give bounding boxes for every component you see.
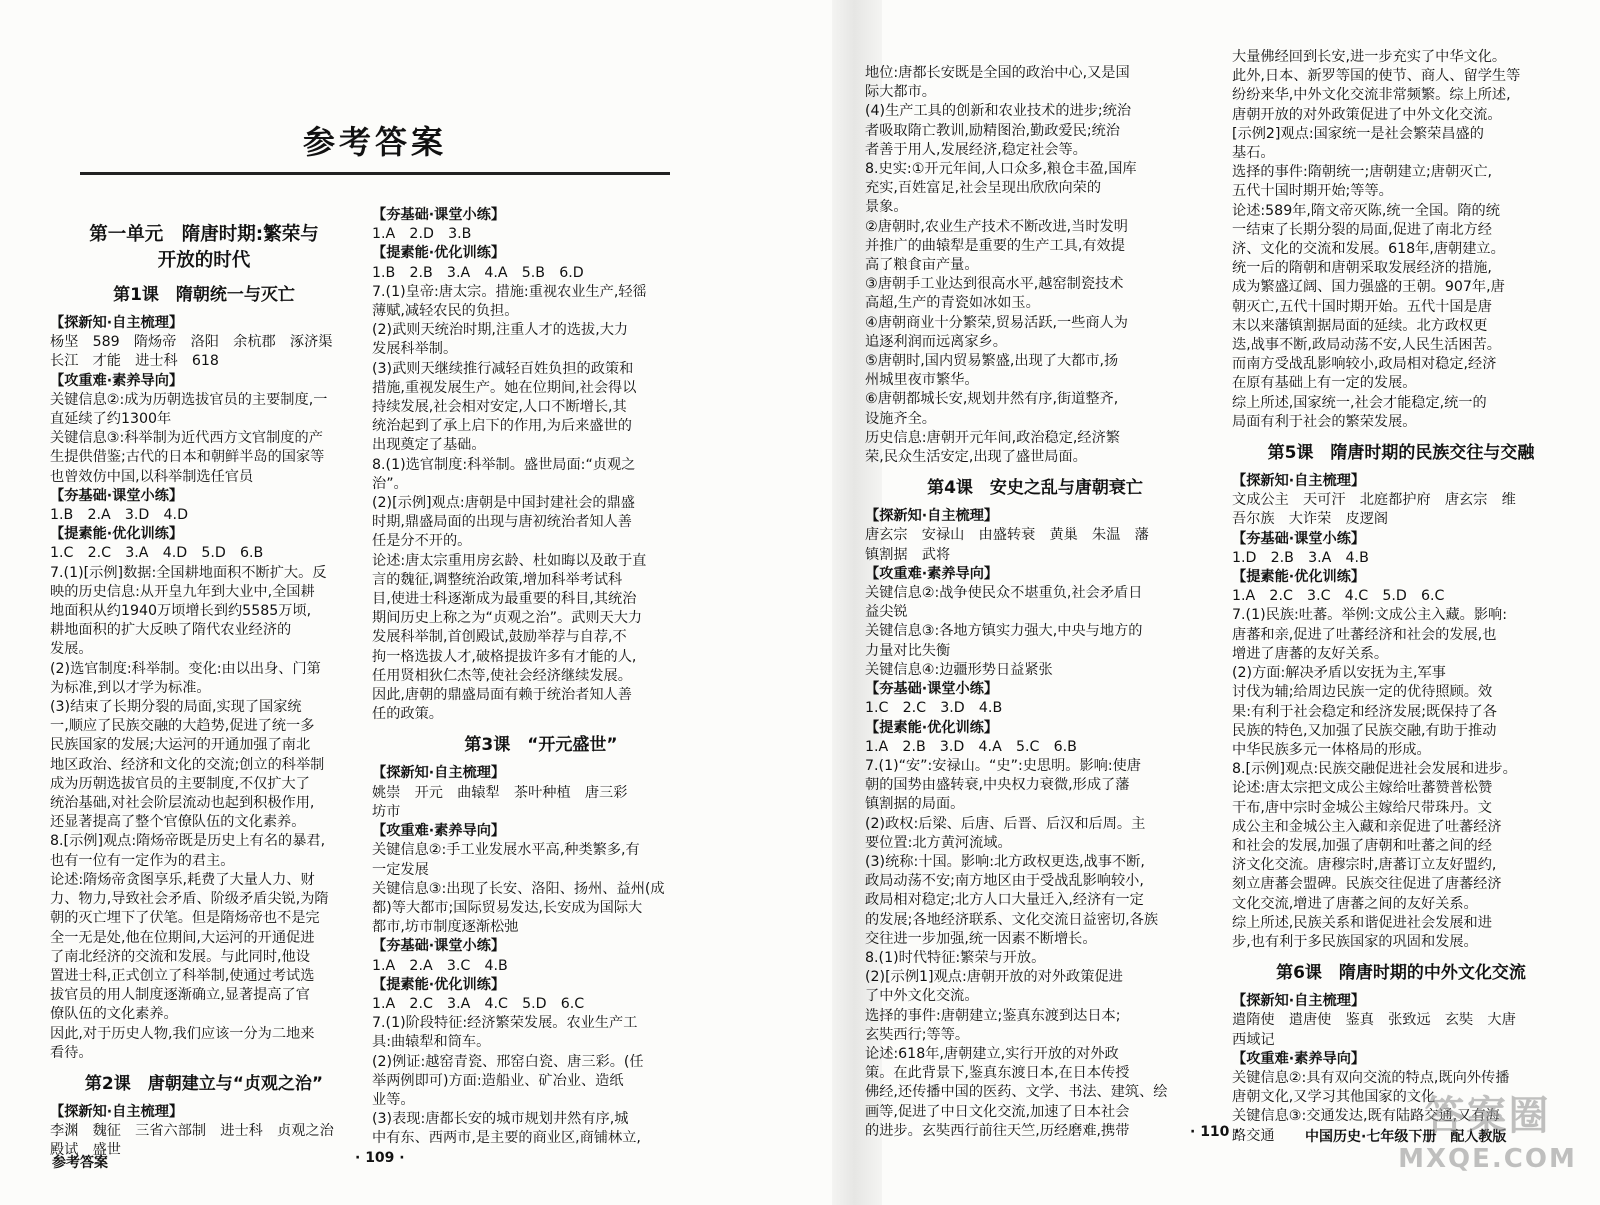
lesson-3-continued [865, 64, 1205, 467]
text-line: 干布,唐中宗时金城公主嫁给尺带珠丹。文 [1232, 799, 1492, 816]
text-line: 任是分不开的。 [372, 533, 472, 550]
footer-left-label: 参考答案 [52, 1155, 108, 1171]
text-line: 而南方受战乱影响较小,政局相对稳定,经济 [1232, 356, 1497, 373]
text-line: 果:有利于社会稳定和经济发展;既保持了各 [1232, 703, 1497, 720]
text-line: 为标准,到以才学为标准。 [50, 679, 211, 696]
text-line: 统一后的隋朝和唐朝采取发展经济的措施, [1232, 260, 1492, 277]
text-line: 出现奠定了基础。 [372, 437, 486, 454]
text-line: 地面积从约1940万顷增长到约5585万顷, [50, 603, 312, 620]
text-line: 要位置:北方黄河流域。 [865, 834, 1012, 851]
text-line: 唐玄宗 安禄山 由盛转衰 黄巢 朱温 藩 [865, 527, 1149, 544]
lesson-1-body [50, 314, 358, 1063]
lesson-3-title: 第3课 “开元盛世” [464, 735, 618, 756]
text-line: 路交通 [1232, 1127, 1275, 1144]
text-line: 刻立唐蕃会盟碑。民族交往促进了唐蕃经济 [1232, 876, 1502, 893]
text-line: 此外,日本、新罗等国的使节、商人、留学生等 [1232, 68, 1521, 85]
text-line: 因此,唐朝的鼎盛局面有赖于统治者知人善 [372, 687, 632, 704]
text-line: 8.[示例]观点:民族交融促进社会发展和进步。 [1232, 761, 1517, 778]
text-line: 吾尔族 大诈荣 皮逻阁 [1232, 511, 1389, 528]
title-rule [80, 172, 670, 175]
text-line: 置进士科,正式创立了科举制,使通过考试选 [50, 967, 315, 984]
lesson-1-title: 第1课 隋朝统一与灭亡 [113, 285, 295, 305]
text-line: 7.(1)[示例]数据:全国耕地面积不断扩大。反 [50, 564, 327, 581]
text-line: 选择的事件:唐朝建立;鉴真东渡到达日本; [865, 1007, 1121, 1024]
text-line: 【提素能·优化训练】 [372, 245, 506, 262]
text-line: 设施齐全。 [865, 410, 936, 427]
column-3 [865, 64, 1205, 1141]
text-line: 发展科举制。 [372, 341, 458, 358]
text-line: 成为繁盛辽阔、国力强盛的王朝。907年,唐 [1232, 279, 1505, 296]
text-line: 民族国家的发展;大运河的开通加强了南北 [50, 737, 311, 754]
watermark-bottom: MXQE.COM [1398, 1144, 1577, 1174]
unit-title-line-1: 第一单元 隋唐时期:繁荣与 [89, 224, 319, 245]
text-line: ④唐朝商业十分繁荣,贸易活跃,一些商人为 [865, 314, 1128, 331]
text-line: 7.(1)皇帝:唐太宗。措施:重视农业生产,轻徭 [372, 283, 647, 300]
text-line: (3)统称:十国。影响:北方政权更迭,战事不断, [865, 853, 1145, 870]
text-line: 际大都市。 [865, 84, 936, 101]
text-line: 1.D 2.B 3.A 4.B [1232, 549, 1369, 566]
text-line: 拘一格选拔人才,破格提拔许多有才能的人, [372, 648, 637, 665]
text-line: 地区政治、经济和文化的交流;创立的科举制 [50, 756, 325, 773]
text-line: 姚崇 开元 曲辕犁 茶叶种植 唐三彩 [372, 784, 628, 801]
text-line: 7.(1)阶段特征:经济繁荣发展。农业生产工 [372, 1015, 638, 1032]
text-line: 【夯基础·课堂小练】 [50, 487, 184, 504]
text-line: 【探新知·自主梳理】 [372, 765, 506, 782]
lesson-5-body [1232, 472, 1570, 952]
text-line: 高超,生产的青瓷如冰如玉。 [865, 295, 1040, 312]
text-line: 1.A 2.C 3.A 4.C 5.D 6.C [372, 995, 585, 1012]
text-line: 基石。 [1232, 145, 1275, 162]
text-line: 【探新知·自主梳理】 [50, 1103, 184, 1120]
text-line: 成为历朝选拔官员的主要制度,不仅扩大了 [50, 775, 310, 792]
text-line: 1.A 2.A 3.C 4.B [372, 957, 508, 974]
text-line: 【攻重难·素养导向】 [1232, 1050, 1366, 1067]
text-line: 西域记 [1232, 1031, 1275, 1048]
text-line: 因此,对于历史人物,我们应该一分为二地来 [50, 1025, 315, 1042]
text-line: (2)例证:越窑青瓷、邢窑白瓷、唐三彩。(任 [372, 1053, 644, 1070]
text-line: (3)结束了长期分裂的局面,实现了国家统 [50, 699, 302, 716]
text-line: 纷纷来华,中外文化交流非常频繁。综上所述, [1232, 87, 1511, 104]
text-line: (2)[示例1]观点:唐朝开放的对外政策促进 [865, 969, 1123, 986]
lesson-6-title: 第6课 隋唐时期的中外文化交流 [1276, 963, 1526, 984]
text-line: 措施,重视发展生产。她在位期间,社会得以 [372, 379, 637, 396]
text-line: (2)选官制度:科举制。变化:由以出身、门第 [50, 660, 321, 677]
text-line: 看待。 [50, 1044, 93, 1061]
text-line: 高了粮食亩产量。 [865, 257, 979, 274]
text-line: 全一无是处,他在位期间,大运河的开通促进 [50, 929, 315, 946]
text-line: 者吸取隋亡教训,励精图治,勤政爱民;统治 [865, 122, 1120, 139]
text-line: 长江 才能 进士科 618 [50, 353, 219, 370]
text-line: 1.B 2.B 3.A 4.A 5.B 6.D [372, 264, 584, 281]
text-line: 1.C 2.C 3.D 4.B [865, 700, 1003, 717]
text-line: 李渊 魏征 三省六部制 进士科 贞观之治 [50, 1123, 334, 1140]
text-line: 坊市 [372, 803, 401, 820]
text-line: ②唐朝时,农业生产技术不断改进,当时发明 [865, 218, 1128, 235]
lesson-4-title: 第4课 安史之乱与唐朝衰亡 [927, 478, 1143, 499]
text-line: 唐朝文化,又学习其他国家的文化 [1232, 1089, 1436, 1106]
text-line: 迭,战事不断,政局动荡不安,人民生活困苦。 [1232, 337, 1501, 354]
text-line: 也有一位有一定作为的君主。 [50, 852, 235, 869]
text-line: 统治基础,对社会阶层流动也起到积极作用, [50, 795, 315, 812]
text-line: 在原有基础上有一定的发展。 [1232, 375, 1417, 392]
text-line: 的发展;各地经济联系、文化交流日益密切,各族 [865, 911, 1159, 928]
text-line: 力、物力,导致社会矛盾、阶级矛盾尖锐,为隋 [50, 891, 329, 908]
text-line: 治”。 [372, 475, 408, 492]
text-line: 增进了唐蕃的友好关系。 [1232, 645, 1389, 662]
text-line: 拔官员的用人制度逐渐确立,显著提高了官 [50, 987, 310, 1004]
text-line: 业等。 [372, 1091, 415, 1108]
text-line: 【夯基础·课堂小练】 [865, 681, 999, 698]
text-line: 论述:唐太宗重用房玄龄、杜如晦以及敢于直 [372, 552, 647, 569]
page-title: 参考答案 [302, 123, 447, 161]
text-line: 举两例即可)方面:造船业、矿冶业、造纸 [372, 1072, 624, 1089]
lesson-4-body [865, 507, 1205, 1141]
text-line: 民族的特色,又加强了民族交融,有助于推动 [1232, 722, 1497, 739]
column-2 [372, 206, 710, 1149]
text-line: 济文化交流。唐穆宗时,唐蕃订立友好盟约, [1232, 857, 1497, 874]
page-number-left: · 109 · [355, 1150, 405, 1166]
text-line: 镇割据的局面。 [865, 796, 965, 813]
text-line: 追逐利润而远离家乡。 [865, 333, 1007, 350]
column-4 [1232, 48, 1570, 1146]
text-line: 【探新知·自主梳理】 [1232, 993, 1366, 1010]
text-line: 8.[示例]观点:隋炀帝既是历史上有名的暴君, [50, 833, 326, 850]
text-line: 也曾效仿中国,以科举制选任官员 [50, 468, 254, 485]
lesson-3-body [372, 764, 710, 1148]
text-line: 8.(1)时代特征:繁荣与开放。 [865, 949, 1046, 966]
text-line: 益尖锐 [865, 604, 908, 621]
text-line: 7.(1)“安”:安禄山。“史”:史思明。影响:使唐 [865, 757, 1141, 774]
text-line: 综上所述,民族关系和谐促进社会发展和进 [1232, 914, 1492, 931]
text-line: 【提素能·优化训练】 [865, 719, 999, 736]
watermark-logo [1390, 1090, 1585, 1190]
text-line: 成公主和金城公主入藏和亲促进了吐蕃经济 [1232, 818, 1502, 835]
text-line: 任用贤相狄仁杰等,使社会经济继续发展。 [372, 667, 632, 684]
text-line: 殿试 盛世 [50, 1142, 121, 1159]
text-line: 综上所述,国家统一,社会才能稳定,统一的 [1232, 394, 1487, 411]
text-line: 【探新知·自主梳理】 [1232, 473, 1366, 490]
text-line: 发展。 [50, 641, 93, 658]
text-line: 大量佛经回到长安,进一步充实了中华文化。 [1232, 49, 1507, 65]
text-line: 论述:隋炀帝贪图享乐,耗费了大量人力、财 [50, 871, 315, 888]
text-line: 关键信息③:出现了长安、洛阳、扬州、益州(成 [372, 880, 665, 897]
text-line: 玄奘西行;等等。 [865, 1026, 970, 1043]
lesson-2-answers [372, 206, 710, 724]
text-line: (2)武则天统治时期,注重人才的选拔,大力 [372, 322, 629, 339]
text-line: 1.A 2.D 3.B [372, 226, 472, 243]
text-line: 【提素能·优化训练】 [50, 526, 184, 543]
text-line: 论述:唐太宗把文成公主嫁给吐蕃赞普松赞 [1232, 780, 1493, 797]
text-line: 【夯基础·课堂小练】 [372, 938, 506, 955]
text-line: 时期,鼎盛局面的出现与唐初统治者知人善 [372, 514, 632, 531]
text-line: 文化交流,增进了唐蕃之间的友好关系。 [1232, 895, 1478, 912]
text-line: 论述:618年,唐朝建立,实行开放的对外政 [865, 1045, 1119, 1062]
text-line: (2)政权:后梁、后唐、后晋、后汉和后周。主 [865, 815, 1146, 832]
text-line: 1.C 2.C 3.A 4.D 5.D 6.B [50, 545, 264, 562]
text-line: 步,也有利于多民族国家的巩固和发展。 [1232, 933, 1478, 950]
text-line: 关键信息③:科举制为近代西方文官制度的产 [50, 430, 323, 447]
text-line: 期间历史上称之为“贞观之治”。武则天大力 [372, 610, 643, 627]
text-line: 政局相对稳定;北方人口大量迁入,经济有一定 [865, 892, 1144, 909]
text-line: (2)[示例]观点:唐朝是中国封建社会的鼎盛 [372, 495, 635, 512]
text-line: (3)武则天继续推行减轻百姓负担的政策和 [372, 360, 634, 377]
text-line: 【攻重难·素养导向】 [865, 565, 999, 582]
text-line: 局面有利于社会的繁荣发展。 [1232, 413, 1417, 430]
column-1 [50, 222, 358, 1161]
text-line: 僚队伍的文化素养。 [50, 1006, 178, 1023]
text-line: 充实,百姓富足,社会呈现出欣欣向荣的 [865, 180, 1102, 197]
text-line: 还显著提高了整个官僚队伍的文化素养。 [50, 814, 306, 831]
text-line: 政局动荡不安;南方地区由于受战乱影响较小, [865, 873, 1144, 890]
text-line: 任的政策。 [372, 706, 443, 723]
text-line: 【夯基础·课堂小练】 [1232, 530, 1366, 547]
text-line: 中有东、西两市,是主要的商业区,商铺林立, [372, 1130, 641, 1147]
text-line: 【提素能·优化训练】 [1232, 569, 1366, 586]
text-line: 地位:唐都长安既是全国的政治中心,又是国 [865, 65, 1130, 81]
text-line: 朝的国势由盛转衰,中央权力衰微,形成了藩 [865, 777, 1130, 794]
text-line: 中华民族多元一体格局的形成。 [1232, 741, 1431, 758]
text-line: 选择的事件:隋朝统一;唐朝建立;唐朝灭亡, [1232, 164, 1493, 181]
text-line: 持续发展,社会相对安定,人口不断增长,其 [372, 399, 627, 416]
unit-title [50, 222, 358, 274]
text-line: 【探新知·自主梳理】 [50, 315, 184, 331]
text-line: 发展科举制,首创殿试,鼓励举荐与自荐,不 [372, 629, 627, 646]
text-line: 【探新知·自主梳理】 [865, 508, 999, 525]
text-line: 统治起到了承上启下的作用,为后来盛世的 [372, 418, 632, 435]
text-line: 7.(1)民族:吐蕃。举例:文成公主入藏。影响: [1232, 607, 1507, 624]
text-line: 言的魏征,调整统治政策,增加科举考试科 [372, 571, 623, 588]
text-line: 了南北经济的交流和发展。与此同时,他设 [50, 948, 310, 965]
text-line: 【夯基础·课堂小练】 [372, 207, 506, 223]
text-line: 讨伐为辅;给周边民族一定的优待照顾。效 [1232, 684, 1493, 701]
text-line: 生提供借鉴;古代的日本和朝鲜半岛的国家等 [50, 449, 325, 466]
text-line: 遣隋使 遣唐使 鉴真 张致远 玄奘 大唐 [1232, 1012, 1516, 1029]
text-line: 朝的灭亡埋下了伏笔。但是隋炀帝也不是完 [50, 910, 320, 927]
text-line: 都)等大都市;国际贸易发达,长安成为国际大 [372, 899, 643, 916]
text-line: 者善于用人,发展经济,稳定社会等。 [865, 141, 1087, 158]
book-title: 中国历史·七年级下册 配人教版 [1305, 1129, 1507, 1145]
text-line: 8.(1)选官制度:科举制。盛世局面:“贞观之 [372, 456, 636, 473]
text-line: 薄赋,减轻农民的负担。 [372, 303, 519, 320]
text-line: 1.B 2.A 3.D 4.D [50, 507, 188, 524]
text-line: 杨坚 589 隋炀帝 洛阳 余杭郡 涿济渠 [50, 334, 333, 351]
text-line: 映的历史信息:从开皇九年到大业中,全国耕 [50, 583, 315, 600]
watermark-top: 答案圈 [1424, 1093, 1551, 1139]
text-line: 1.A 2.B 3.D 4.A 5.C 6.B [865, 738, 1077, 755]
text-line: [示例2]观点:国家统一是社会繁荣昌盛的 [1232, 125, 1484, 142]
text-line: ⑥唐朝都城长安,规划井然有序,街道整齐, [865, 391, 1119, 408]
text-line: (2)方面:解决矛盾以安抚为主,军事 [1232, 665, 1446, 682]
text-line: 了中外文化交流。 [865, 988, 979, 1005]
text-line: 交往进一步加强,统一因素不断增长。 [865, 930, 1097, 947]
text-line: 州城里夜市繁华。 [865, 372, 979, 389]
lesson-4-continued [1232, 48, 1570, 432]
text-line: 的进步。玄奘西行前往天竺,历经磨难,携带 [865, 1122, 1130, 1139]
text-line: 并推广的曲辕犁是重要的生产工具,有效提 [865, 237, 1125, 254]
text-line: 1.A 2.C 3.C 4.C 5.D 6.C [1232, 588, 1445, 605]
text-line: 力量对比失衡 [865, 642, 951, 659]
lesson-5-title: 第5课 隋唐时期的民族交往与交融 [1267, 443, 1535, 464]
text-line: 一,顺应了民族交融的大趋势,促进了统一多 [50, 718, 315, 735]
text-line: 具:曲辕犁和筒车。 [372, 1034, 491, 1051]
text-line: 关键信息③:各地方镇实力强大,中央与地方的 [865, 623, 1143, 640]
text-line: 【提素能·优化训练】 [372, 976, 506, 993]
text-line: (4)生产工具的创新和农业技术的进步;统治 [865, 103, 1132, 120]
text-line: 关键信息②:具有双向交流的特点,既向外传播 [1232, 1069, 1510, 1086]
text-line: 【攻重难·素养导向】 [372, 823, 506, 840]
text-line: 和社会的发展,加强了唐朝和吐蕃之间的经 [1232, 837, 1492, 854]
unit-title-line-2: 开放的时代 [157, 250, 251, 271]
text-line: 荣,民众生活安定,出现了盛世局面。 [865, 449, 1087, 466]
text-line: 一结束了长期分裂的局面,促进了南北方经 [1232, 221, 1492, 238]
text-line: 一定发展 [372, 861, 429, 878]
text-line: 耕地面积的扩大反映了隋代农业经济的 [50, 622, 292, 639]
text-line: 佛经,还传播中国的医药、文学、书法、建筑、绘 [865, 1084, 1168, 1101]
text-line: ③唐朝手工业达到很高水平,越窑制瓷技术 [865, 276, 1124, 293]
text-line: 唐蕃和亲,促进了吐蕃经济和社会的发展,也 [1232, 626, 1497, 643]
text-line: 直延续了约1300年 [50, 411, 172, 428]
text-line: 策。在此背景下,鉴真东渡日本,在日本传授 [865, 1065, 1130, 1082]
text-line: 五代十国时期开始;等等。 [1232, 183, 1393, 200]
text-line: 历史信息:唐朝开元年间,政治稳定,经济繁 [865, 429, 1120, 446]
text-line: (3)表现:唐都长安的城市规划井然有序,城 [372, 1111, 629, 1128]
text-line: 朝灭亡,五代十国时期开始。五代十国是唐 [1232, 298, 1492, 315]
text-line: 唐朝开放的对外政策促进了中外文化交流。 [1232, 106, 1502, 123]
text-line: 关键信息②:手工业发展水平高,种类繁多,有 [372, 842, 640, 859]
text-line: ⑤唐朝时,国内贸易繁盛,出现了大都市,扬 [865, 353, 1119, 370]
text-line: 景象。 [865, 199, 908, 216]
text-line: 论述:589年,隋文帝灭陈,统一全国。隋的统 [1232, 202, 1500, 219]
text-line: 都市,坊市制度逐渐松弛 [372, 919, 519, 936]
text-line: 关键信息②:战争使民众不堪重负,社会矛盾日 [865, 585, 1143, 602]
text-line: 画等,促进了中日文化交流,加速了日本社会 [865, 1103, 1130, 1120]
text-line: 目,使进士科逐渐成为最重要的科目,其统治 [372, 591, 637, 608]
title-area [80, 118, 670, 175]
text-line: 关键信息③:交通发达,既有陆路交通,又有海 [1232, 1108, 1500, 1125]
text-line: 关键信息④:边疆形势日益紧张 [865, 661, 1053, 678]
text-line: 济、文化的交流和发展。618年,唐朝建立。 [1232, 241, 1505, 258]
page-number-right: · 110 · [1190, 1124, 1240, 1140]
text-line: 镇割据 武将 [865, 546, 951, 563]
text-line: 8.史实:①开元年间,人口众多,粮仓丰盈,国库 [865, 161, 1137, 178]
text-line: 【攻重难·素养导向】 [50, 372, 184, 389]
lesson-2-title: 第2课 唐朝建立与“贞观之治” [84, 1073, 324, 1094]
text-line: 文成公主 天可汗 北庭都护府 唐玄宗 维 [1232, 492, 1516, 509]
text-line: 关键信息②:成为历朝选拔官员的主要制度,一 [50, 391, 328, 408]
text-line: 末以来藩镇割据局面的延续。北方政权更 [1232, 317, 1488, 334]
